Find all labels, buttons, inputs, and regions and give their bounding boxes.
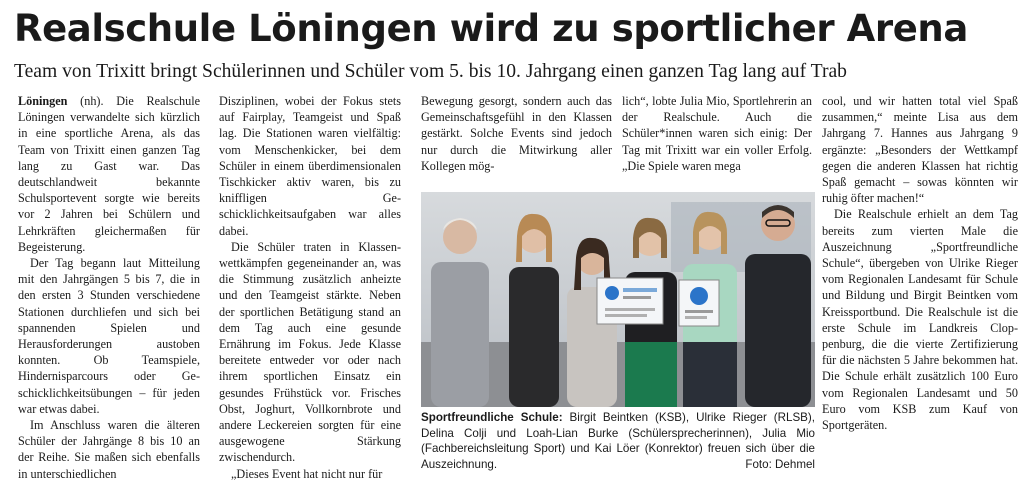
dateline: Löningen	[18, 94, 68, 108]
headline: Realschule Löningen wird zu sportlicher Arena	[14, 7, 968, 50]
award-certificate-right	[679, 280, 719, 326]
article-paragraph: Bewegung gesorgt, sondern auch das Gemeinschaftsgefühl in den Klassen gestärkt. Solche Events sind jedoch nur durch die Mitwirkung aller Kollegen mög-	[421, 94, 612, 173]
paragraph-text: (nh). Die Realschule Löningen verwandelte sich kürzlich in eine sportliche Arena, als das Team von Trixitt einen ganzen Tag lang zu Gast war. Das deutschlandweit bekannte Schulsportevent sorgte wie bereits vor 2 Jahren bei Schülern und Lehrkräften gleichermaßen für Begeisterung.	[18, 94, 201, 254]
article-paragraph: Disziplinen, wobei der Fokus stets auf Fairplay, Teamgeist und Spaß lag. Die Stationen waren vielfältig: vom Menschenkicker, bei dem Schüler in einem überdimensionalen Tischkicker aktiv waren, bis zu kniffligen Geschicklichkeitsaufgaben war alles dabei.	[219, 94, 401, 238]
article-paragraph: cool, und wir hatten total viel Spaß zusammen,“ meinte Lisa aus dem Jahrgang 7. Hannes aus Jahrgang 9 ergänzte: „Besonders der Wettkampf gegen die anderen Klassen hat richtig Spaß gemacht – sowas könnten wir ruhig öfter machen!“	[822, 94, 1018, 206]
article-paragraph: Der Tag begann laut Mitteilung mit den Jahrgängen 5 bis 7, die in den ersten 3 Stunden verschiedene Stationen durchliefen und sich bei spannenden Spielen und Herausforderungen austoben konnten. Ob Teamspiele, Hindernisparcours oder Geschicklichkeitsübungen – für jeden war etwas dabei.	[18, 256, 200, 416]
article-paragraph: Im Anschluss waren die älteren Schüler der Jahrgänge 8 bis 10 an der Reihe. Sie maßen sich ebenfalls in unterschiedlichen	[18, 418, 200, 481]
article-column-4	[622, 93, 812, 174]
photo-illustration	[421, 192, 815, 407]
article-paragraph: Die Schüler traten in Klassenwettkämpfen gegeneinander an, was die Stimmung zusätzlich anheizte und den Teamgeist stärkte. Neben der sportlichen Betätigung stand an dem Tag auch eine gesunde Ernährung im Fokus. Jede Klasse bereitete entweder vor oder nach ihrem sportlichen Einsatz ein gesundes Frühstück vor. Frisches Obst, Joghurt, Vollkornbrote und andere Leckereien sorgten für eine ausgewogene Stärkung zwischendurch.	[219, 239, 401, 465]
caption-lead: Sportfreundliche Schule:	[421, 411, 563, 424]
article-column-3	[421, 93, 612, 174]
subheadline: Team von Trixitt bringt Schülerinnen und Schüler vom 5. bis 10. Jahrgang einen ganzen Tag lang auf Trab	[14, 61, 847, 82]
article-paragraph: lich“, lobte Julia Mio, Sportlehrerin an der Realschule. Auch die Schüler*innen waren sich einig: Der Tag mit Trixitt war ein voller Erfolg. „Die Spiele waren mega	[622, 94, 812, 173]
article-column-5	[822, 93, 1018, 433]
article-column-2	[219, 93, 401, 482]
award-certificate-left	[597, 278, 663, 324]
caption-text: Birgit Beintken (KSB), Ulrike Rieger (RLSB), Delina Colji und Loah-Lian Burke (Schülersprecherinnen), Julia Mio (Fachbereichsleitung Sport) und Kai Löer (Konrektor) freuen sich über die Auszeichnung.	[421, 411, 815, 471]
article-paragraph: „Dieses Event hat nicht nur für	[231, 466, 383, 481]
article-paragraph	[18, 93, 200, 255]
article-column-1	[18, 93, 200, 482]
article-paragraph: Die Realschule erhielt an dem Tag bereits zum vierten Male die Auszeichnung „Sportfreundliche Schule“, übergeben von Ulrike Rieger vom Regionalen Landesamt für Schule und Bildung und Birgit Beintken vom Kreissportbund. Die Realschule ist die erste Schule im Landkreis Cloppenburg, die die vierte Zertifizierung für die nächsten 5 Jahre bekommen hat. Die Schule erhält zusätzlich 100 Euro vom Regionalen Landesamt und 50 Euro vom KSB zum Kauf von Sportgeräten.	[822, 207, 1018, 433]
photo-caption	[421, 410, 815, 472]
photo-credit: Foto: Dehmel	[745, 457, 815, 471]
award-group-photo	[421, 192, 815, 407]
